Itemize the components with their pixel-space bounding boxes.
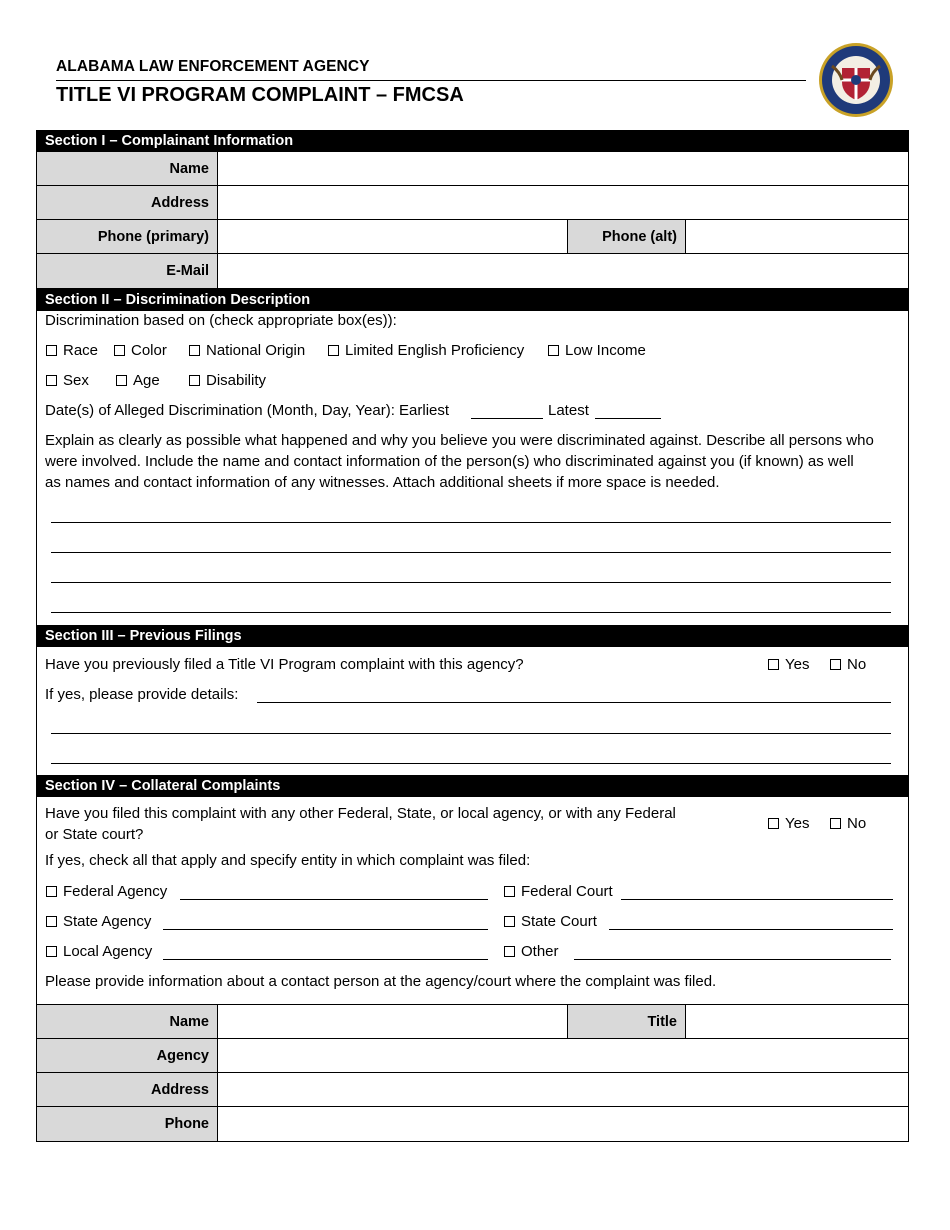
federal-agency-checkbox[interactable] [46,886,57,897]
federal-agency-option[interactable]: Federal Agency [46,883,167,900]
previous-yes-option[interactable]: Yes [768,656,809,673]
federal-court-option[interactable]: Federal Court [504,883,613,900]
federal-agency-line[interactable] [180,899,488,900]
discrimination-prompt: Discrimination based on (check appropriate box(es)): [45,312,397,329]
contact-agency-row [36,1039,909,1073]
header-rule [56,80,806,81]
collateral-no-option[interactable]: No [830,815,866,832]
contact-phone-label: Phone [37,1107,218,1141]
contact-name-field[interactable] [218,1005,568,1038]
email-label: E-Mail [37,254,218,288]
name-row [36,152,909,186]
explanation-line[interactable] [51,612,891,613]
federal-court-checkbox[interactable] [504,886,515,897]
state-agency-checkbox[interactable] [46,916,57,927]
disability-option[interactable]: Disability [189,372,266,389]
collateral-question-line-2: or State court? [45,826,144,843]
phone-alt-label: Phone (alt) [568,220,686,253]
agency-seal-icon [818,42,894,118]
contact-title-field[interactable] [686,1005,908,1038]
contact-name-label: Name [37,1005,218,1038]
previous-filing-question: Have you previously filed a Title VI Program complaint with this agency? [45,656,524,673]
collateral-yes-option[interactable]: Yes [768,815,809,832]
earliest-date-field[interactable] [471,418,543,419]
address-label: Address [37,186,218,219]
national-origin-checkbox[interactable] [189,345,200,356]
address-row [36,186,909,220]
collateral-yes-checkbox[interactable] [768,818,779,829]
state-court-checkbox[interactable] [504,916,515,927]
dates-label: Date(s) of Alleged Discrimination (Month, Day, Year): Earliest [45,402,450,419]
collateral-question-line-1: Have you filed this complaint with any other Federal, State, or local agency, or with any Federal [45,805,676,822]
previous-no-checkbox[interactable] [830,659,841,670]
contact-agency-label: Agency [37,1039,218,1072]
disability-checkbox[interactable] [189,375,200,386]
agency-name: ALABAMA LAW ENFORCEMENT AGENCY [56,58,370,75]
explain-line-2: were involved. Include the name and contact information of the person(s) who discriminated against you (if known) as well [45,453,854,470]
phone-alt-field[interactable] [686,220,908,253]
email-field[interactable] [218,254,908,288]
contact-title-label: Title [568,1005,686,1038]
contact-phone-field[interactable] [218,1107,908,1141]
low-income-checkbox[interactable] [548,345,559,356]
local-agency-checkbox[interactable] [46,946,57,957]
national-origin-option[interactable]: National Origin [189,342,305,359]
previous-yes-checkbox[interactable] [768,659,779,670]
race-checkbox[interactable] [46,345,57,356]
contact-address-row [36,1073,909,1107]
details-label: If yes, please provide details: [45,686,239,703]
section-2-header: Section II – Discrimination Description [36,289,909,311]
state-court-line[interactable] [609,929,893,930]
contact-phone-row [36,1107,909,1142]
details-line[interactable] [257,702,891,703]
collateral-no-checkbox[interactable] [830,818,841,829]
race-option[interactable]: Race [46,342,98,359]
local-agency-line[interactable] [163,959,488,960]
section-4-header: Section IV – Collateral Complaints [36,775,909,797]
explanation-line[interactable] [51,552,891,553]
latest-label: Latest [548,402,589,419]
sex-option[interactable]: Sex [46,372,89,389]
name-label: Name [37,152,218,185]
explanation-line[interactable] [51,522,891,523]
other-line[interactable] [574,959,891,960]
sex-checkbox[interactable] [46,375,57,386]
contact-address-label: Address [37,1073,218,1106]
name-field[interactable] [218,152,908,185]
email-row [36,254,909,289]
details-line[interactable] [51,763,891,764]
phone-primary-field[interactable] [218,220,568,253]
contact-prompt: Please provide information about a contact person at the agency/court where the complaint was filed. [45,973,717,990]
federal-court-line[interactable] [621,899,893,900]
form-title: TITLE VI PROGRAM COMPLAINT – FMCSA [56,84,464,106]
age-option[interactable]: Age [116,372,160,389]
contact-name-row [36,1004,909,1039]
section-1-header: Section I – Complainant Information [36,130,909,152]
explain-line-3: as names and contact information of any witnesses. Attach additional sheets if more space is needed. [45,474,720,491]
contact-agency-field[interactable] [218,1039,908,1072]
explanation-line[interactable] [51,582,891,583]
check-all-prompt: If yes, check all that apply and specify entity in which complaint was filed: [45,852,531,869]
age-checkbox[interactable] [116,375,127,386]
color-checkbox[interactable] [114,345,125,356]
section-3-header: Section III – Previous Filings [36,625,909,647]
state-agency-line[interactable] [163,929,488,930]
address-field[interactable] [218,186,908,219]
phone-row [36,220,909,254]
other-checkbox[interactable] [504,946,515,957]
previous-no-option[interactable]: No [830,656,866,673]
other-option[interactable]: Other [504,943,559,960]
contact-address-field[interactable] [218,1073,908,1106]
local-agency-option[interactable]: Local Agency [46,943,152,960]
details-line[interactable] [51,733,891,734]
low-income-option[interactable]: Low Income [548,342,646,359]
phone-primary-label: Phone (primary) [37,220,218,253]
state-agency-option[interactable]: State Agency [46,913,151,930]
state-court-option[interactable]: State Court [504,913,597,930]
color-option[interactable]: Color [114,342,167,359]
lep-option[interactable]: Limited English Proficiency [328,342,524,359]
latest-date-field[interactable] [595,418,661,419]
lep-checkbox[interactable] [328,345,339,356]
explain-line-1: Explain as clearly as possible what happened and why you believe you were discriminated against. Describe all persons who [45,432,874,449]
